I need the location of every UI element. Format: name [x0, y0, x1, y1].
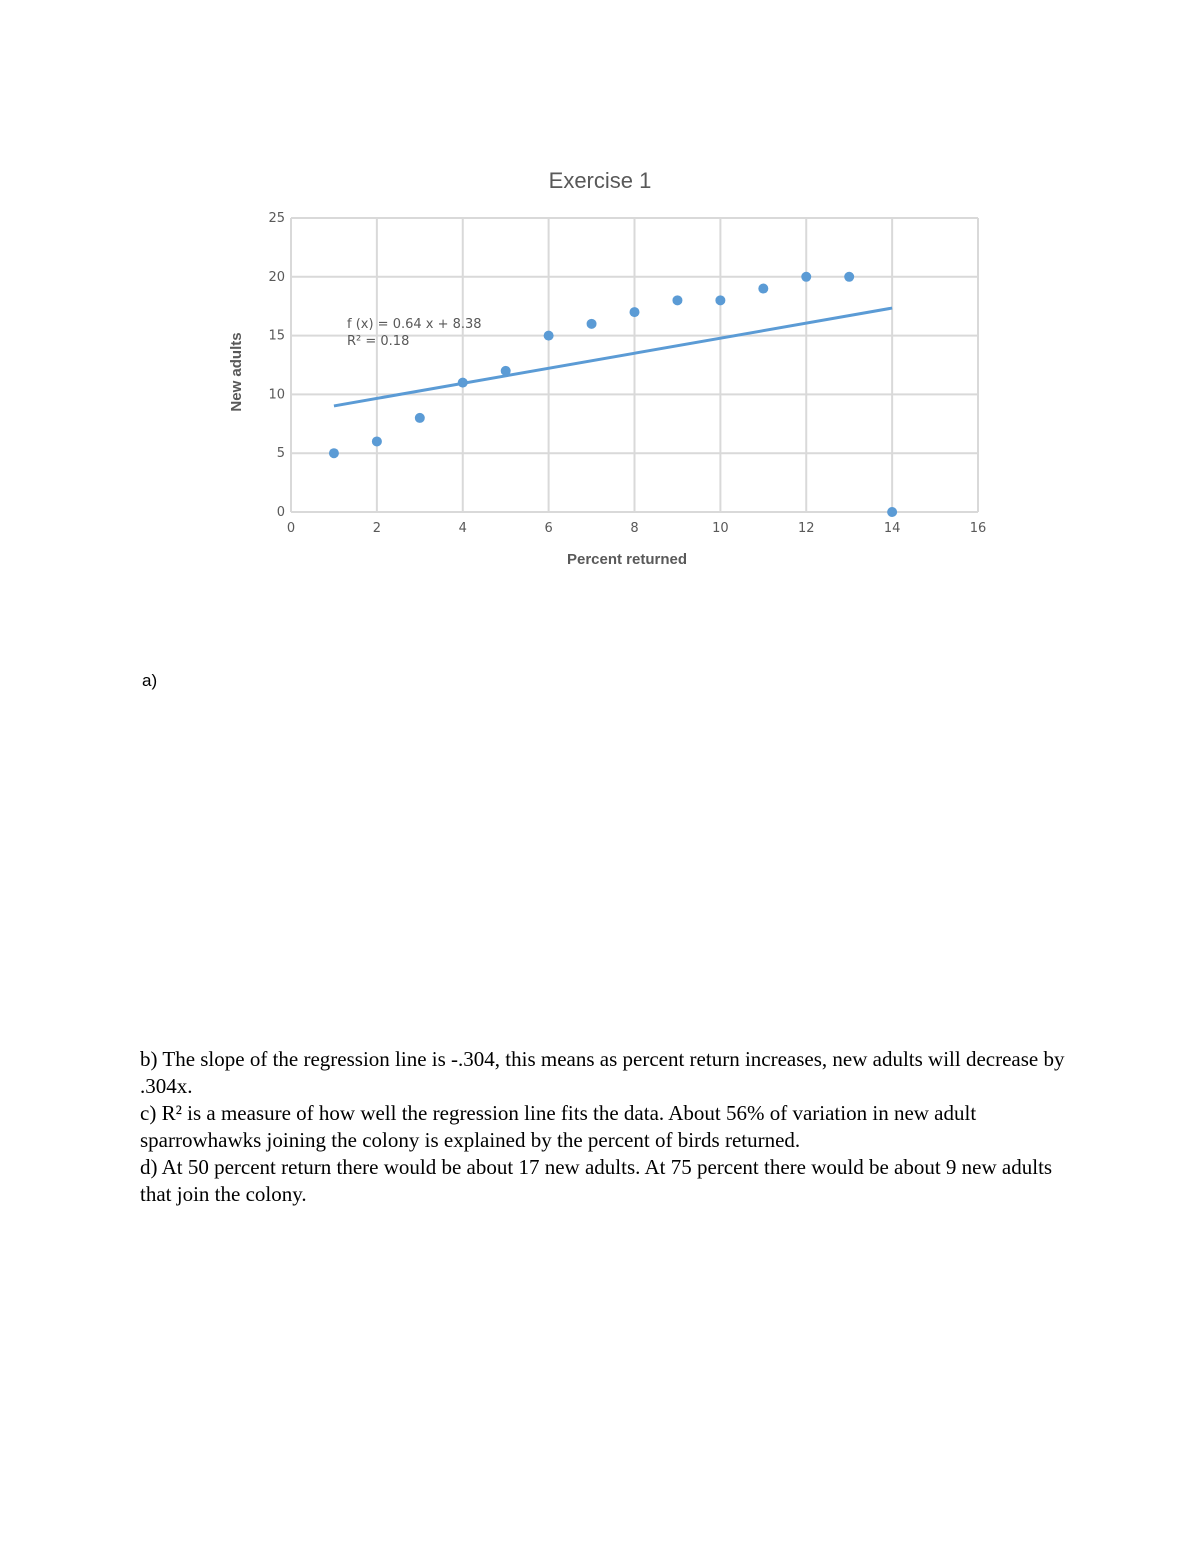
x-tick-label: 8: [630, 521, 639, 536]
data-point: [329, 448, 339, 458]
x-tick-label: 6: [544, 521, 553, 536]
chart-title: Exercise 1: [548, 168, 652, 193]
y-tick-label: 15: [268, 328, 285, 344]
data-point: [672, 295, 682, 305]
data-point: [415, 413, 425, 423]
x-tick-label: 4: [458, 521, 467, 536]
data-point: [372, 436, 382, 446]
y-tick-label: 10: [268, 387, 285, 403]
data-point: [587, 319, 597, 329]
answer-b: b) The slope of the regression line is -.304, this means as percent return increases, new adults will decrease by .304x.: [140, 1047, 1065, 1098]
y-tick-label: 0: [276, 505, 285, 520]
data-point: [501, 366, 511, 376]
part-a-label: a): [142, 671, 158, 690]
data-point: [544, 331, 554, 341]
x-tick-label: 14: [883, 521, 901, 536]
data-point: [801, 272, 811, 282]
data-point: [630, 307, 640, 317]
x-tick-label: 12: [797, 521, 815, 536]
data-point: [887, 507, 897, 517]
x-tick-label: 2: [372, 521, 382, 536]
x-tick-label: 0: [286, 521, 296, 536]
x-tick-label: 16: [969, 521, 987, 536]
y-tick-label: 20: [268, 269, 285, 285]
trendline-r-squared: R² = 0.18: [347, 334, 410, 349]
x-tick-label: 10: [712, 521, 729, 536]
y-tick-label: 5: [276, 446, 285, 462]
x-axis-label: Percent returned: [566, 551, 688, 568]
chart-svg: [200, 150, 1020, 590]
data-point: [458, 378, 468, 388]
trendline-equation: f (x) = 0.64 x + 8.38: [347, 317, 482, 332]
scatter-chart: [200, 150, 1020, 590]
answers-text: [140, 1046, 1070, 1208]
data-point: [715, 295, 725, 305]
answer-d: d) At 50 percent return there would be about 17 new adults. At 75 percent there would be about 9 new adults that join the colony.: [140, 1155, 1053, 1206]
y-axis-label: New adults: [228, 332, 245, 412]
data-point: [758, 284, 768, 294]
data-point: [844, 272, 854, 282]
y-tick-label: 25: [268, 211, 285, 226]
answer-c: c) R² is a measure of how well the regression line fits the data. About 56% of variation in new adult sparrowhawks joining the colony is explained by the percent of birds returned.: [140, 1101, 977, 1152]
